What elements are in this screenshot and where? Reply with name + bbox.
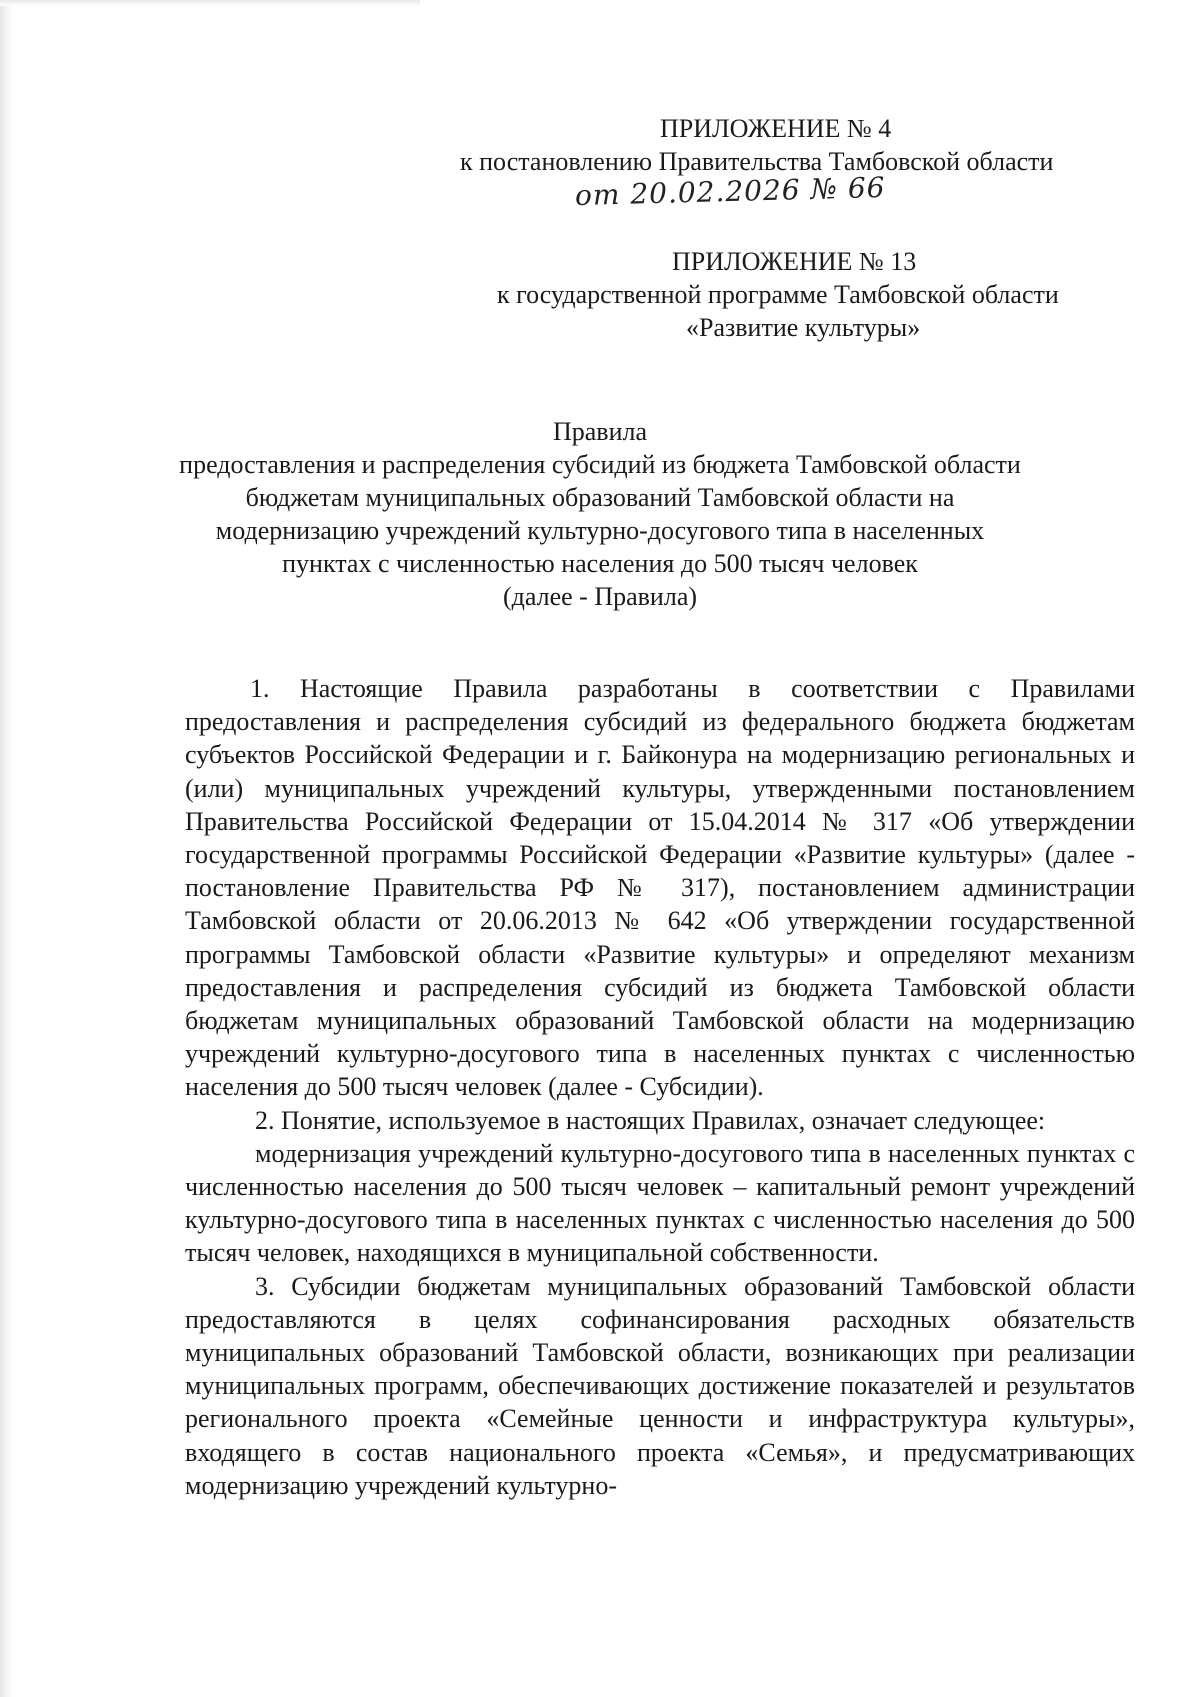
title-line-6: (далее - Правила)	[502, 582, 698, 611]
paragraph-1: 1. Настоящие Правила разработаны в соответствии с Правилами предоставления и распределения субсидий из федерального бюджета бюджетам субъектов Российской Федерации и г. Байконура на модернизацию региональных и (или) муниципальных учреждений культуры, утвержденными постановлением Правительства Российской Федерации от 15.04.2014 № 317 «Об утверждении государственной программы Российской Федерации «Развитие культуры» (далее - постановление Правительства РФ № 317), постановлением администрации Тамбовской области от 20.06.2013 № 642 «Об утверждении государственной программы Тамбовской области «Развитие культуры» и определяют механизм предоставления и распределения субсидий из бюджета Тамбовской области бюджетам муниципальных образований Тамбовской области на модернизацию учреждений культурно-досугового типа в населенных пунктах с численностью населения до 500 тысяч человек (далее - Субсидии).	[185, 674, 1135, 1102]
document-body	[185, 672, 1135, 1502]
appendix-4-title: ПРИЛОЖЕНИЕ № 4	[660, 114, 892, 143]
appendix-13-reference: к государственной программе Тамбовской области	[497, 280, 1059, 309]
paragraph-3: 3. Субсидии бюджетам муниципальных образований Тамбовской области предоставляются в целях софинансирования расходных обязательств муниципальных образований Тамбовской области, возникающих при реализации муниципальных программ, обеспечивающих достижение показателей и результатов регионального проекта «Семейные ценности и инфраструктура культуры», входящего в состав национального проекта «Семья», и предусматривающих модернизацию учреждений культурно-	[185, 1271, 1135, 1500]
title-line-5: пунктах с численностью населения до 500 тысяч человек	[282, 549, 918, 578]
appendix-4-reference: к постановлению Правительства Тамбовской области	[460, 147, 1054, 176]
paragraph-2-definition: модернизация учреждений культурно-досугового типа в населенных пунктах с численностью населения до 500 тысяч человек – капитальный ремонт учреждений культурно-досугового типа в населенных пунктах с численностью населения до 500 тысяч человек, находящихся в муниципальной собственности.	[185, 1138, 1135, 1268]
scan-top-shadow	[0, 0, 420, 6]
appendix-13-title: ПРИЛОЖЕНИЕ № 13	[672, 247, 917, 276]
title-line-1: Правила	[552, 417, 648, 446]
title-line-2: предоставления и распределения субсидий из бюджета Тамбовской области	[179, 450, 1021, 479]
appendix-13-program-name: «Развитие культуры»	[686, 313, 921, 342]
document-title	[150, 415, 1050, 613]
scan-edge-shadow	[0, 0, 14, 1697]
title-line-4: модернизацию учреждений культурно-досугового типа в населенных	[215, 516, 985, 545]
handwritten-date-number: от 20.02.2026 № 66	[574, 170, 886, 213]
title-line-3: бюджетам муниципальных образований Тамбовской области на	[245, 483, 955, 512]
paragraph-2: 2. Понятие, используемое в настоящих Правилах, означает следующее:	[255, 1105, 1046, 1135]
